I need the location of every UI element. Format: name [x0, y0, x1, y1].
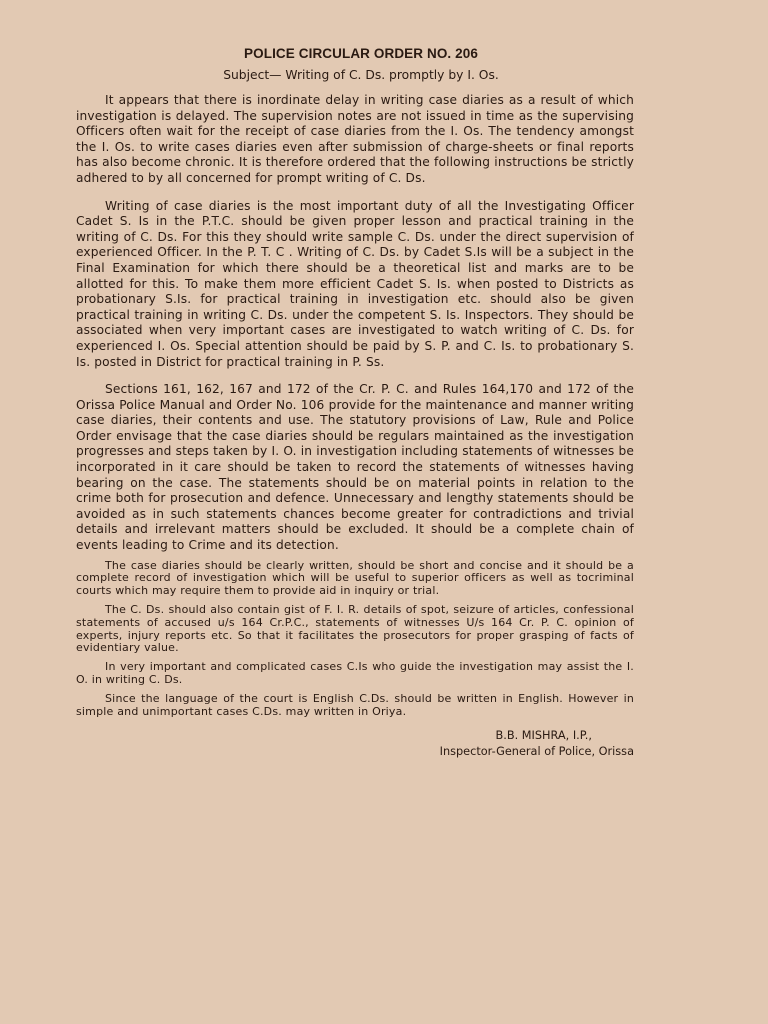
document-title: POLICE CIRCULAR ORDER NO. 206 — [244, 46, 478, 61]
paragraph-2: Writing of case diaries is the most important duty of all the Investigating Officer Cadet S. Is in the P.T.C. should be given proper lesson and practical training in the writing of C. Ds. For this they should write sample C. Ds. under the direct supervision of experienced Officer. In the P. T. C . Writing of C. Ds. by Cadet S.Is will be a subject in the Final Examination for which there should be a theoretical list and marks are to be allotted for this. To make them more efficient Cadet S. Is. when posted to Districts as probationary S.Is. for practical training in investigation etc. should also be given practical training in writing C. Ds. under the competent S. Is. Inspectors. They should be associated when very important cases are investigated to watch writing of C. Ds. for experienced I. Os. Special attention should be paid by S. P. and C. Is. to probationary S. Is. posted in District for practical training in P. Ss. — [76, 198, 634, 369]
document-page — [76, 46, 634, 760]
signature-name: B.B. MISHRA, I.P., — [495, 729, 592, 743]
signature-block — [76, 728, 634, 760]
document-subject: Subject— Writing of C. Ds. promptly by I. Os. — [223, 68, 499, 82]
paragraph-5: The C. Ds. should also contain gist of F. I. R. details of spot, seizure of articles, confessional statements of accused u/s 164 Cr.P.C., statements of witnesses U/s 164 Cr. P. C. opinion of experts, injury reports etc. So that it facilitates the prosecutors for proper grasping of facts of evidentiary value. — [76, 603, 634, 655]
paragraph-3: Sections 161, 162, 167 and 172 of the Cr. P. C. and Rules 164,170 and 172 of the Orissa Police Manual and Order No. 106 provide for the maintenance and manner writing case diaries, their contents and use. The statutory provisions of Law, Rule and Police Order envisage that the case diaries should be regulars maintained as the investigation progresses and steps taken by I. O. in investigation including statements of witnesses be incorporated in it care should be taken to record the statements of witnesses having bearing on the case. The statements should be on material points in relation to the crime both for prosecution and defence. Unnecessary and lengthy statements should be avoided as in such statements chances become greater for contradictions and trivial details and irrelevant matters should be excluded. It should be a complete chain of events leading to Crime and its detection. — [76, 382, 634, 553]
signature-title: Inspector-General of Police, Orissa — [439, 745, 634, 759]
paragraph-4: The case diaries should be clearly written, should be short and concise and it should be a complete record of investigation which will be useful to superior officers as well as tocriminal courts which may require them to provide aid in inquiry or trial. — [76, 558, 634, 598]
paragraph-7: Since the language of the court is English C.Ds. should be written in English. However in simple and unimportant cases C.Ds. may written in Oriya. — [76, 691, 634, 718]
paragraph-1: It appears that there is inordinate delay in writing case diaries as a result of which investigation is delayed. The supervision notes are not issued in time as the supervising Officers often wait for the receipt of case diaries from the I. Os. The tendency amongst the I. Os. to write cases diaries even after submission of charge-sheets or final reports has also become chronic. It is therefore ordered that the following instructions be strictly adhered to by all concerned for prompt writing of C. Ds. — [76, 93, 634, 185]
paragraph-6: In very important and complicated cases C.Is who guide the investigation may assist the I. O. in writing C. Ds. — [76, 660, 634, 686]
